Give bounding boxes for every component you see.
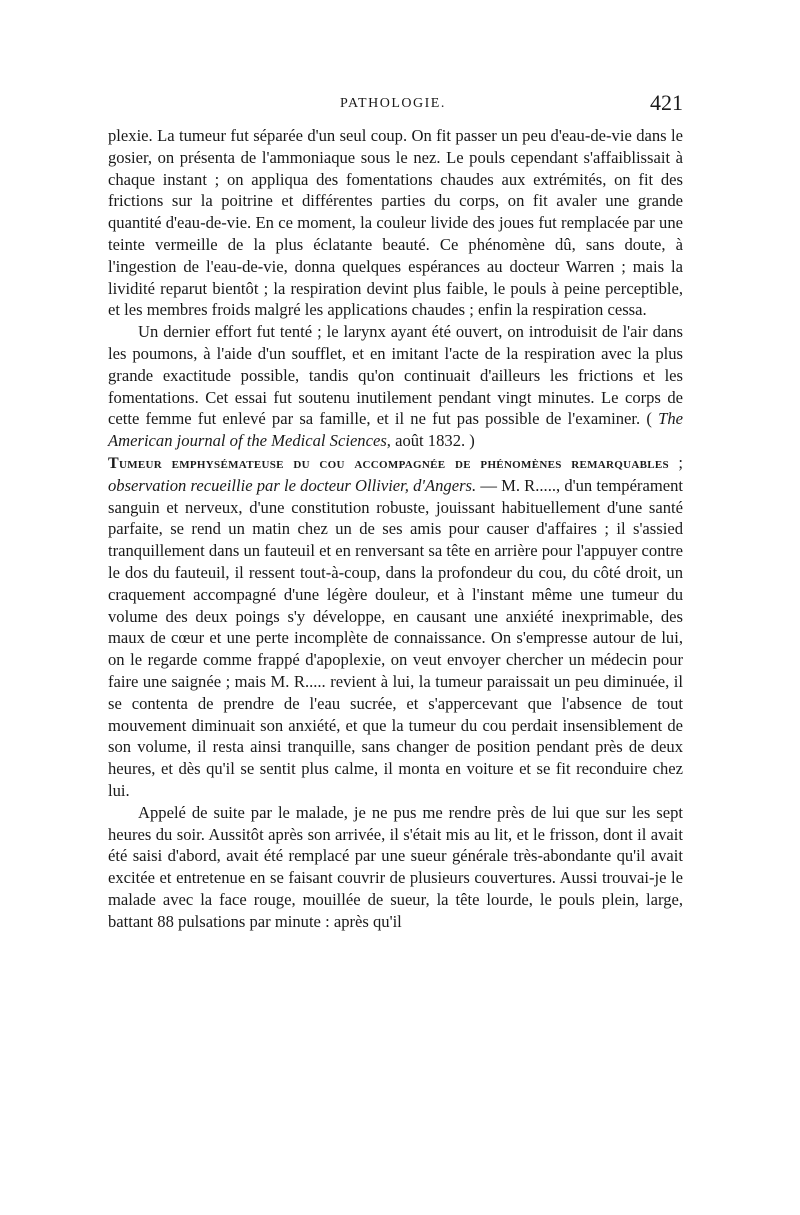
- body-text: [108, 125, 683, 932]
- running-title: PATHOLOGIE.: [340, 96, 446, 111]
- page-number: 421: [650, 90, 683, 115]
- paragraph-last-effort-text: Un dernier effort fut tenté ; le larynx ayant été ouvert, on introduisit de l'air dans les poumons, à l'aide d'un soufflet, et en imitant l'acte de la respiration avec la plus grande exactitude possible, tandis qu'on continuait d'ailleurs les frictions et les fomentations. Cet essai fut soutenu inutilement pendant vingt minutes. Le corps de cette femme fut enlevé par sa famille, et il ne fut pas possible de l'examiner. (: [108, 322, 683, 429]
- paragraph-last-effort: [108, 321, 683, 452]
- source-journal-title: The American journal of the Medical Sciences: [108, 409, 683, 451]
- observation-attribution: observation recueillie par le docteur Ollivier, d'Angers.: [108, 475, 477, 495]
- source-date: , août 1832. ): [386, 431, 475, 451]
- paragraph-called: Appelé de suite par le malade, je ne pus me rendre près de lui que sur les sept heures du soir. Aussitôt après son arrivée, il s'était mis au lit, et le frisson, dont il avait été saisi d'abord, avait été remplacé par une sueur générale très-abondante qu'il avait excitée et entretenue en se faisant couvrir de plusieurs couvertures. Aussi trouvai-je le malade avec la face rouge, mouillée de sueur, la tête lourde, le pouls plein, large, battant 88 pulsations par minute : après qu'il: [108, 802, 683, 931]
- heading-separator: ;: [668, 452, 683, 472]
- section-heading: Tumeur emphysémateuse du cou accompagnée de phénomènes remarquables: [108, 454, 669, 472]
- paragraph-continuation: plexie. La tumeur fut séparée d'un seul coup. On fit passer un peu d'eau-de-vie dans le gosier, on présenta de l'ammoniaque sous le nez. Le pouls cependant s'affaiblissait à chaque instant ; on appliqua des fomentations chaudes aux extrémités, on fit des frictions sur la poitrine et différentes parties du corps, on fit avaler une grande quantité d'eau-de-vie. En ce moment, la couleur livide des joues fut remplacée par une teinte vermeille de la plus éclatante beauté. Ce phénomène dû, sans doute, à l'ingestion de l'eau-de-vie, donna quelques espérances au docteur Warren ; mais la lividité reparut bientôt ; la respiration devint plus faible, le pouls à peine perceptible, et les membres froids malgré les applications chaudes ; enfin la respiration cessa.: [108, 126, 683, 320]
- running-head: [108, 90, 683, 120]
- observation-text: — M. R....., d'un tempérament sanguin et nerveux, d'une constitution robuste, jouissant habituellement d'une santé parfaite, se rend un matin chez un de ses amis pour causer d'affaires ; il s'assied tranquillement dans un fauteuil et en renversant sa tête en arrière pour l'appuyer contre le dos du fauteuil, il ressent tout-à-coup, dans la profondeur du cou, du côté droit, un craquement accompagné d'une légère douleur, et à l'instant même une tumeur du volume des deux poings s'y développe, en causant une anxiété inexprimable, des maux de cœur et une perte incomplète de connaissance. On s'empresse autour de lui, on le regarde comme frappé d'apoplexie, on veut envoyer chercher un médecin pour faire une saignée ; mais M. R..... revient à lui, la tumeur paraissait un peu diminuée, il se contenta de prendre de l'eau sucrée, et s'appercevant que l'absence de tout mouvement diminuait son anxiété, et que la tumeur du cou perdait insensiblement de son volume, il resta ainsi tranquille, sans changer de position pendant près de deux heures, et dès qu'il se sentit plus calme, il monta en voiture et se fit reconduire chez lui.: [108, 475, 684, 800]
- observation-paragraph: [108, 452, 683, 802]
